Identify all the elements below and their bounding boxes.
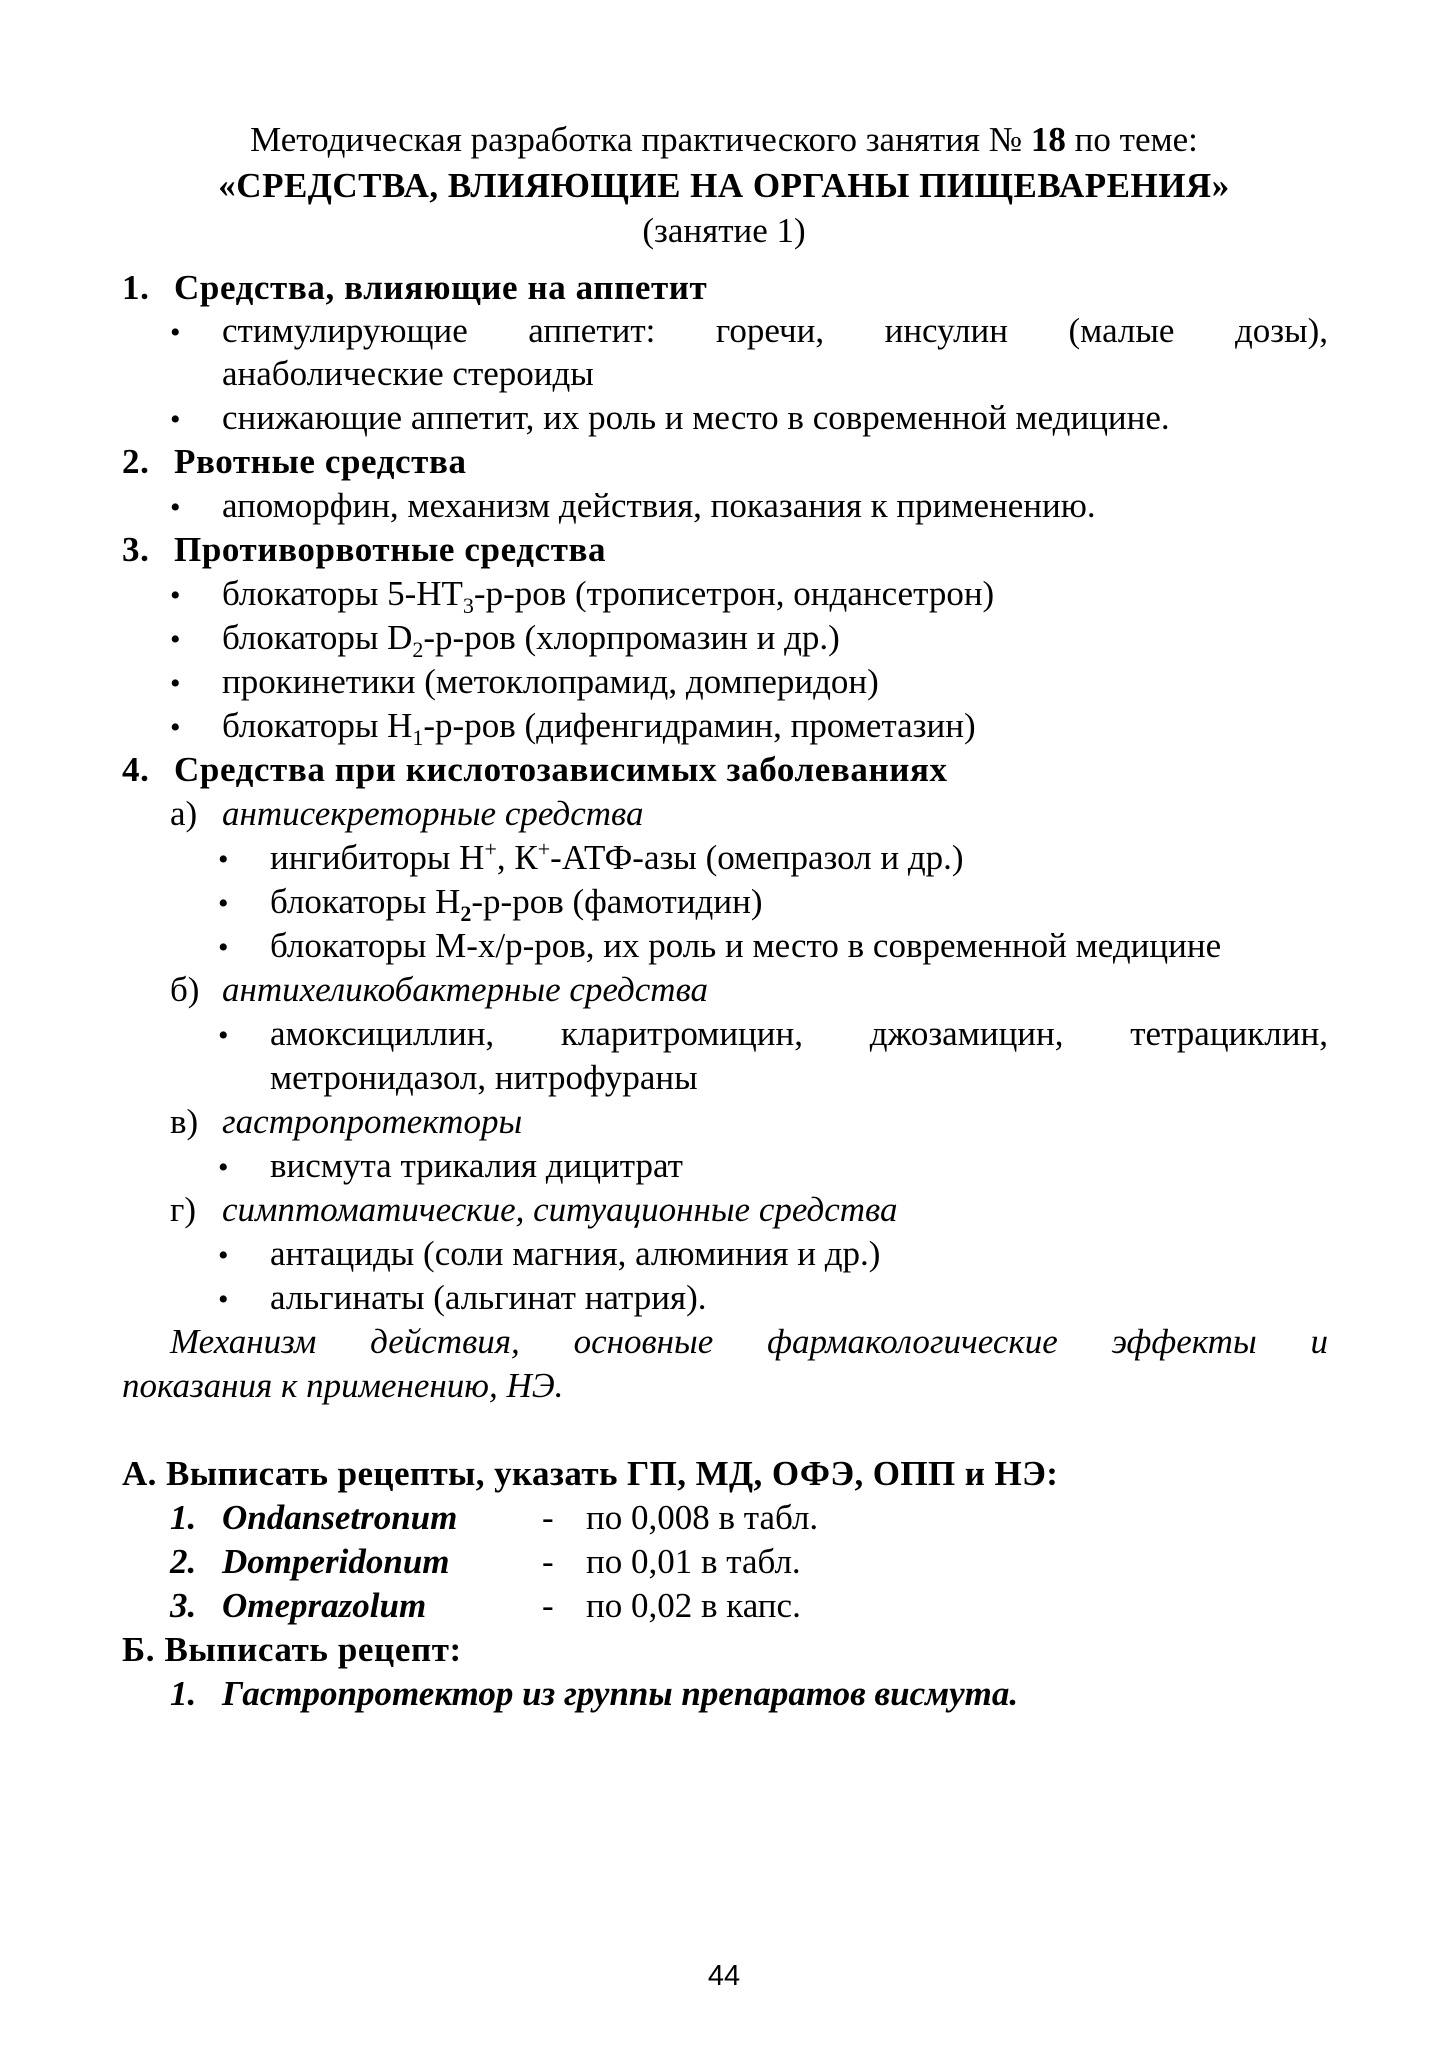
task-text: Гастропротектор из группы препаратов висмута. — [222, 1674, 1019, 1713]
word: фармакологические — [767, 1322, 1058, 1361]
subsection-letter: б) — [170, 970, 200, 1009]
word: горечи, — [715, 311, 825, 350]
text: блокаторы D — [222, 618, 413, 657]
lesson-number: 18 — [1030, 120, 1066, 159]
section-heading-4 — [122, 748, 948, 792]
list-item — [170, 616, 840, 662]
word: кларитромицин, — [560, 1014, 804, 1053]
list-item — [218, 1144, 683, 1190]
item-number: 1. — [170, 1498, 197, 1537]
bullet-icon: • — [170, 579, 181, 612]
subsection-letter: в) — [170, 1102, 199, 1141]
list-item — [218, 924, 1221, 970]
word: инсулин — [884, 311, 1009, 350]
list-item — [218, 1012, 1328, 1058]
note-text — [170, 1320, 1328, 1364]
subsection-title: гастропротекторы — [222, 1102, 523, 1141]
subsection-a — [170, 792, 644, 836]
bullet-icon: • — [218, 1019, 229, 1052]
section-heading-3 — [122, 528, 606, 572]
word: Механизм — [170, 1322, 317, 1361]
section-heading-1 — [122, 266, 707, 310]
bullet-icon: • — [170, 403, 181, 436]
bullet-icon: • — [170, 667, 181, 700]
list-item — [218, 836, 964, 882]
subsection-g — [170, 1188, 898, 1232]
bullet-icon: • — [170, 623, 181, 656]
list-item — [170, 704, 976, 750]
word: основные — [573, 1322, 714, 1361]
part-b-heading: Б. Выписать рецепт: — [122, 1630, 462, 1669]
subsection-title: симптоматические, ситуационные средства — [222, 1190, 898, 1229]
dash: - — [542, 1498, 554, 1537]
header-line — [0, 118, 1448, 162]
dose: по 0,008 в табл. — [586, 1498, 819, 1537]
bullet-icon: • — [170, 491, 181, 524]
page-title: «СРЕДСТВА, ВЛИЯЮЩИЕ НА ОРГАНЫ ПИЩЕВАРЕНИЯ» — [218, 166, 1230, 205]
list-item — [218, 1232, 880, 1278]
list-item — [218, 1276, 707, 1322]
word: (малые — [1068, 311, 1175, 350]
bullet-icon: • — [218, 1239, 229, 1272]
drug-name: Ondansetronum — [222, 1498, 458, 1537]
subscript: 3 — [462, 593, 474, 618]
section-number: 1. — [122, 268, 150, 307]
page-number: 44 — [707, 1960, 741, 1992]
text: ингибиторы Н — [270, 838, 485, 877]
section-number: 4. — [122, 750, 150, 789]
word: эффекты — [1111, 1322, 1257, 1361]
bullet-icon: • — [218, 843, 229, 876]
bullet-icon: • — [170, 316, 181, 349]
word: тетрациклин, — [1130, 1014, 1328, 1053]
text: -р-ров (дифенгидрамин, прометазин) — [423, 706, 976, 745]
subsection-title: антисекреторные средства — [222, 794, 644, 833]
subscript: 2 — [412, 637, 424, 662]
prescription-item — [170, 1584, 801, 1628]
list-item-text: апоморфин, механизм действия, показания к применению. — [222, 486, 1096, 525]
item-number: 3. — [170, 1586, 197, 1625]
section-number: 3. — [122, 530, 150, 569]
dash: - — [542, 1586, 554, 1625]
section-title: Рвотные средства — [174, 442, 467, 481]
list-item-text: висмута трикалия дицитрат — [270, 1146, 683, 1185]
subscript: 2 — [460, 901, 472, 926]
bullet-icon: • — [218, 1283, 229, 1316]
section-heading-2 — [122, 440, 467, 484]
bullet-icon: • — [218, 1151, 229, 1184]
text: , К — [496, 838, 538, 877]
dose: по 0,02 в капс. — [586, 1586, 801, 1625]
bullet-icon: • — [170, 711, 181, 744]
text: -АТФ-азы (омепразол и др.) — [550, 838, 964, 877]
list-item — [170, 309, 1328, 355]
word: дозы), — [1234, 311, 1328, 350]
list-item-text: блокаторы М-х/р-ров, их роль и место в современной медицине — [270, 926, 1222, 965]
list-item — [170, 396, 1170, 442]
text: блокаторы Н — [222, 706, 413, 745]
word: джозамицин, — [869, 1014, 1064, 1053]
word: и — [1310, 1322, 1328, 1361]
text: -р-ров (хлорпромазин и др.) — [423, 618, 840, 657]
drug-name: Domperidonum — [222, 1542, 450, 1581]
item-number: 1. — [170, 1674, 197, 1713]
word: аппетит: — [528, 311, 656, 350]
subsection-v — [170, 1100, 522, 1144]
section-number: 2. — [122, 442, 150, 481]
prescription-item — [170, 1496, 818, 1540]
superscript: + — [484, 836, 497, 862]
subsection-letter: г) — [170, 1190, 197, 1229]
text: -р-ров (фамотидин) — [471, 882, 763, 921]
word: стимулирующие — [222, 311, 468, 350]
header-text-end: по теме: — [1065, 120, 1198, 159]
text: -р-ров (трописетрон, ондансетрон) — [473, 574, 995, 613]
list-item — [218, 880, 762, 926]
header-text: Методическая разработка практического занятия № — [250, 120, 1031, 159]
list-item-continuation: анаболические стероиды — [222, 354, 594, 393]
text: блокаторы Н — [270, 882, 461, 921]
text: блокаторы 5-НТ — [222, 574, 463, 613]
dose: по 0,01 в табл. — [586, 1542, 801, 1581]
section-title: Средства при кислотозависимых заболеваниях — [174, 750, 948, 789]
subsection-b — [170, 968, 708, 1012]
justified-text — [222, 309, 1328, 353]
list-item — [170, 572, 994, 618]
list-item-text: антациды (соли магния, алюминия и др.) — [270, 1234, 881, 1273]
list-item-text: прокинетики (метоклопрамид, домперидон) — [222, 662, 879, 701]
justified-text — [270, 1012, 1328, 1056]
list-item — [170, 660, 879, 706]
subscript: 1 — [412, 725, 424, 750]
page-subtitle: (занятие 1) — [642, 211, 806, 250]
section-title: Противорвотные средства — [174, 530, 607, 569]
subsection-title: антихеликобактерные средства — [222, 970, 709, 1009]
part-a-heading: А. Выписать рецепты, указать ГП, МД, ОФЭ, ОПП и НЭ: — [122, 1454, 1059, 1493]
prescription-item — [170, 1540, 801, 1584]
section-title: Средства, влияющие на аппетит — [174, 268, 708, 307]
note-text-continuation: показания к применению, НЭ. — [122, 1366, 564, 1405]
dash: - — [542, 1542, 554, 1581]
superscript: + — [537, 836, 551, 862]
prescription-task — [170, 1672, 1018, 1716]
subsection-letter: а) — [170, 794, 198, 833]
list-item-text: альгинаты (альгинат натрия). — [270, 1278, 707, 1317]
list-item-continuation: метронидазол, нитрофураны — [270, 1058, 698, 1097]
word: действия, — [370, 1322, 520, 1361]
item-number: 2. — [170, 1542, 197, 1581]
list-item-text: снижающие аппетит, их роль и место в современной медицине. — [222, 398, 1170, 437]
word: амоксициллин, — [270, 1014, 495, 1053]
list-item — [170, 484, 1096, 530]
bullet-icon: • — [218, 931, 229, 964]
drug-name: Omeprazolum — [222, 1586, 427, 1625]
bullet-icon: • — [218, 887, 229, 920]
